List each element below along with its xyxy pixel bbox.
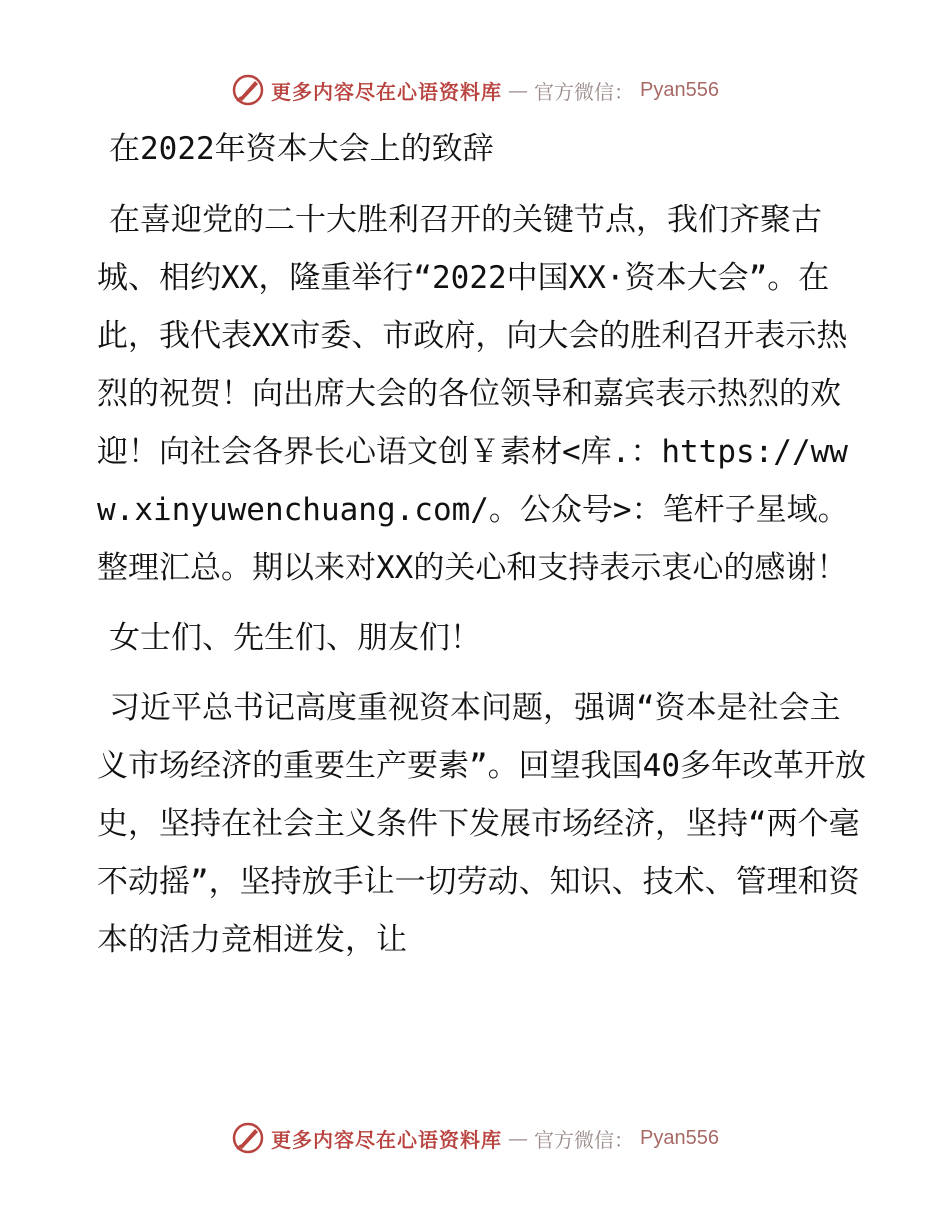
paragraph-1: 在喜迎党的二十大胜利召开的关键节点，我们齐聚古城、相约XX，隆重举行“2022中国XX·资本大会”。在此，我代表XX市委、市政府，向大会的胜利召开表示热烈的祝贺！向出席大会的各位领导和嘉宾表示热烈的欢迎！向社会各界长心语文创￥素材<库.：https://www.xinyuwenchuang.com/。公众号>：笔杆子星域。整理汇总。期以来对XX的关心和支持表示衷心的感谢！ bbox=[97, 202, 849, 586]
header-watermark bbox=[0, 70, 950, 110]
document-title: 在2022年资本大会上的致辞 bbox=[109, 131, 494, 167]
watermark-wechat-label: 官方微信： bbox=[534, 79, 635, 104]
paragraph-2: 女士们、先生们、朋友们！ bbox=[109, 620, 481, 656]
quill-seal-icon bbox=[231, 73, 265, 107]
paragraph-3: 习近平总书记高度重视资本问题，强调“资本是社会主义市场经济的重要生产要素”。回望我国40多年改革开放史，坚持在社会主义条件下发展市场经济，坚持“两个毫不动摇”，坚持放手让一切劳动、知识、技术、管理和资本的活力竞相迸发，让 bbox=[97, 690, 866, 958]
watermark-dash: — bbox=[508, 78, 529, 102]
watermark-slogan: 更多内容尽在心语资料库 bbox=[271, 1127, 503, 1152]
quill-seal-icon bbox=[231, 1121, 265, 1155]
watermark-dash: — bbox=[508, 1126, 529, 1150]
watermark-slogan: 更多内容尽在心语资料库 bbox=[271, 79, 503, 104]
watermark-wechat-id: Pyan556 bbox=[640, 78, 719, 101]
footer-watermark bbox=[0, 1118, 950, 1158]
document-body bbox=[97, 120, 867, 981]
watermark-wechat-label: 官方微信： bbox=[534, 1127, 635, 1152]
watermark-wechat-id: Pyan556 bbox=[640, 1126, 719, 1149]
